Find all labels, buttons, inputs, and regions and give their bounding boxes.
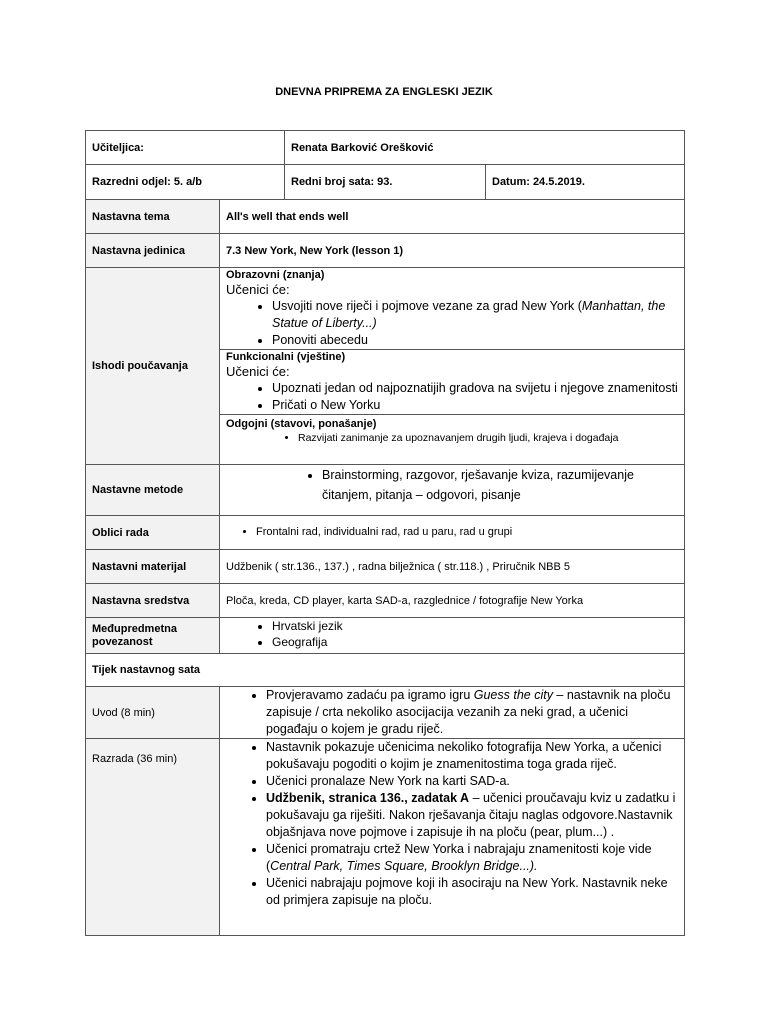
oblici-content <box>219 515 685 550</box>
funkcionalni-title: Funkcionalni (vještine) <box>226 351 346 363</box>
list-item: • Razvijati zanimanje za upoznavanjem drugih ljudi, krajeva i događaja <box>298 431 678 445</box>
metode-row <box>85 464 685 516</box>
razrada-content <box>219 738 685 936</box>
ishodi-row <box>85 267 685 465</box>
list-item: • Frontalni rad, individualni rad, rad u paru, rad u grupi <box>256 524 512 541</box>
razrada-item-3-bold: Udžbenik, stranica 136., zadatak A <box>266 791 470 805</box>
list-item: • Učenici nabrajaju pojmove koji ih asociraju na New York. Nastavnik neke od primjera zapisuje na ploču. <box>266 875 678 909</box>
ishodi-label: Ishodi poučavanja <box>85 267 220 465</box>
sredstva-label: Nastavna sredstva <box>85 583 220 618</box>
uvod-label: Uvod (8 min) <box>85 686 220 739</box>
tijek-row <box>85 653 685 687</box>
oblici-row <box>85 515 685 550</box>
sredstva-value: Ploča, kreda, CD player, karta SAD-a, razglednice / fotografije New Yorka <box>219 583 685 618</box>
uvod-list <box>226 687 678 738</box>
metode-content <box>219 464 685 516</box>
tema-value: All's well that ends well <box>219 199 685 234</box>
uvod-text-c: – nastavnik na ploču zapisuje / crta nekoliko asocijacija vezanih za neki grad, a učenici pogađaju o kojem je gradu riječ. <box>266 688 671 736</box>
sredstva-row <box>85 583 685 618</box>
odgojni-title: Odgojni (stavovi, ponašanje) <box>226 418 377 430</box>
razrada-list <box>226 739 678 909</box>
tijek-label: Tijek nastavnog sata <box>85 653 685 687</box>
obrazovni-title: Obrazovni (znanja) <box>226 269 325 281</box>
obrazovni-lead: Učenici će: <box>226 282 290 297</box>
lesson-date: Datum: 24.5.2019. <box>485 164 685 200</box>
obrazovni-item-1-text: Usvojiti nove riječi i pojmove vezane za grad New York ( <box>272 299 582 313</box>
uvod-text-a: Provjeravamo zadaću pa igramo igru <box>266 688 474 702</box>
list-item <box>266 687 678 738</box>
uvod-content <box>219 686 685 739</box>
teacher-label: Učiteljica: <box>85 130 285 165</box>
materijal-value: Udžbenik ( str.136., 137.) , radna bilježnica ( str.118.) , Priručnik NBB 5 <box>219 549 685 584</box>
povezanost-content <box>219 617 685 654</box>
list-item: • Pričati o New Yorku <box>272 397 678 414</box>
metode-label: Nastavne metode <box>85 464 220 516</box>
materijal-row <box>85 549 685 584</box>
razrada-item-4-italic: Central Park, Times Square, Brooklyn Bridge...). <box>270 859 538 873</box>
list-item: • Geografija <box>272 634 678 650</box>
razrada-row <box>85 738 685 936</box>
odgojni-section <box>220 414 684 445</box>
obrazovni-item-1-italic: Manhattan, the Statue of Liberty...) <box>272 299 666 330</box>
jedinica-label: Nastavna jedinica <box>85 233 220 268</box>
povezanost-label: Međupredmetna povezanost <box>85 617 220 654</box>
funkcionalni-lead: Učenici će: <box>226 364 290 379</box>
list-item: • Hrvatski jezik <box>272 618 678 634</box>
funkcionalni-list <box>226 380 678 414</box>
tema-row <box>85 199 685 234</box>
list-item: • Ponoviti abecedu <box>272 332 678 349</box>
list-item: • Upoznati jedan od najpoznatijih gradova na svijetu i njegove znamenitosti <box>272 380 678 397</box>
funkcionalni-section <box>220 349 684 414</box>
oblici-list <box>226 524 512 541</box>
oblici-label: Oblici rada <box>85 515 220 550</box>
list-item <box>272 298 678 332</box>
class-label: Razredni odjel: 5. a/b <box>85 164 285 200</box>
class-row <box>85 164 685 200</box>
list-item <box>266 790 678 841</box>
list-item: • Učenici pronalaze New York na karti SAD-a. <box>266 773 678 790</box>
uvod-text-italic: Guess the city <box>473 688 553 702</box>
razrada-item-4-text: Učenici promatraju crtež New Yorka i nabrajaju znamenitosti koje vide ( <box>266 842 652 873</box>
teacher-row <box>85 130 685 165</box>
list-item <box>266 841 678 875</box>
uvod-row <box>85 686 685 739</box>
list-item: • Brainstorming, razgovor, rješavanje kviza, razumijevanje čitanjem, pitanja – odgovori, pisanje <box>322 465 678 505</box>
obrazovni-list <box>226 298 678 349</box>
jedinica-value: 7.3 New York, New York (lesson 1) <box>219 233 685 268</box>
ishodi-content <box>219 267 685 465</box>
jedinica-row <box>85 233 685 268</box>
list-item: • Nastavnik pokazuje učenicima nekoliko fotografija New Yorka, a učenici pokušavaju pogoditi o kojim je znamenitostima toga grada riječ. <box>266 739 678 773</box>
page-title: DNEVNA PRIPREMA ZA ENGLESKI JEZIK <box>275 86 493 98</box>
materijal-label: Nastavni materijal <box>85 549 220 584</box>
tema-label: Nastavna tema <box>85 199 220 234</box>
lesson-number: Redni broj sata: 93. <box>284 164 486 200</box>
razrada-label: Razrada (36 min) <box>85 738 220 936</box>
povezanost-row <box>85 617 685 654</box>
odgojni-list <box>226 431 678 445</box>
metode-list <box>226 465 678 505</box>
teacher-name: Renata Barković Orešković <box>284 130 685 165</box>
povezanost-list <box>226 618 678 650</box>
razrada-item-3-text: – učenici proučavaju kviz u zadatku i pokušavaju ga riješiti. Nakon rješavanja čitaju naglas odgovore.Nastavnik objašnjava nove pojmove i zapisuje ih na ploču (pear, plum...) . <box>266 791 676 839</box>
